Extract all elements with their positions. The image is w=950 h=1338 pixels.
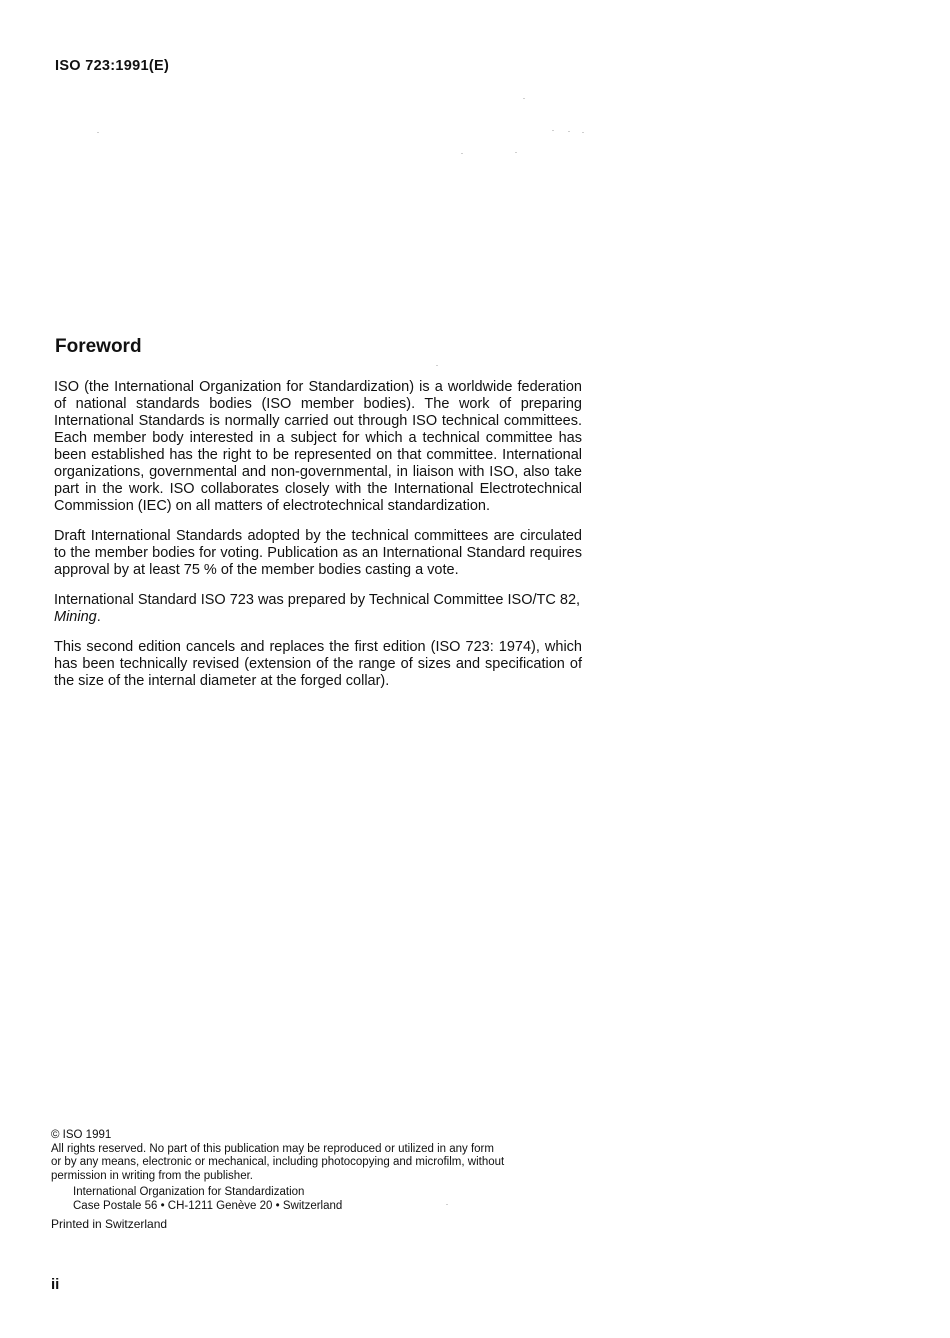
foreword-paragraph-edition: This second edition cancels and replaces the first edition (ISO 723: 1974), which has been technically revised (extension of the range of sizes and specification of the size of the internal diameter at the forged collar).	[54, 639, 582, 689]
rights-line-3: permission in writing from the publisher.	[51, 1169, 253, 1182]
scan-speck	[436, 365, 438, 366]
printed-in: Printed in Switzerland	[51, 1217, 168, 1231]
scan-speck	[568, 131, 570, 132]
foreword-paragraph-prepared-by	[54, 592, 582, 626]
scan-speck	[582, 132, 584, 133]
foreword-paragraph-iso: ISO (the International Organization for Standardization) is a worldwide federation of national standards bodies (ISO member bodies). The work of preparing International Standards is normally carried out through ISO technical committees. Each member body interested in a subject for which a technical committee has been established has the right to be represented on that committee. International organizations, governmental and non-governmental, in liaison with ISO, also take part in the work. ISO collaborates closely with the International Electrotechnical Commission (IEC) on all matters of electrotechnical standardization.	[54, 379, 582, 514]
foreword-body	[54, 379, 582, 690]
scan-speck	[523, 98, 525, 99]
scan-speck	[97, 132, 99, 133]
scan-speck	[515, 152, 517, 153]
prepared-by-text: International Standard ISO 723 was prepared by Technical Committee ISO/TC 82,	[54, 592, 581, 608]
foreword-heading: Foreword	[55, 336, 142, 357]
foreword-paragraph-drafts: Draft International Standards adopted by the technical committees are circulated to the member bodies for voting. Publication as an International Standard requires approval by at least 75 % of the member bodies casting a vote.	[54, 528, 582, 578]
rights-line-2: or by any means, electronic or mechanical, including photocopying and microfilm, without	[51, 1156, 505, 1168]
copyright-block	[51, 1129, 591, 1232]
scan-speck	[461, 153, 463, 154]
rights-line-1: All rights reserved. No part of this publication may be reproduced or utilized in any form	[51, 1142, 494, 1155]
scan-speck	[446, 1204, 448, 1205]
organization-name: International Organization for Standardization	[73, 1186, 305, 1198]
prepared-by-end: .	[96, 609, 101, 625]
page-number: ii	[51, 1276, 60, 1293]
copyright-notice: © ISO 1991	[51, 1129, 112, 1141]
scan-speck	[552, 130, 554, 131]
committee-name: Mining	[54, 609, 97, 625]
document-id: ISO 723:1991(E)	[55, 58, 170, 74]
organization-address: Case Postale 56 • CH-1211 Genève 20 • Switzerland	[73, 1199, 343, 1212]
